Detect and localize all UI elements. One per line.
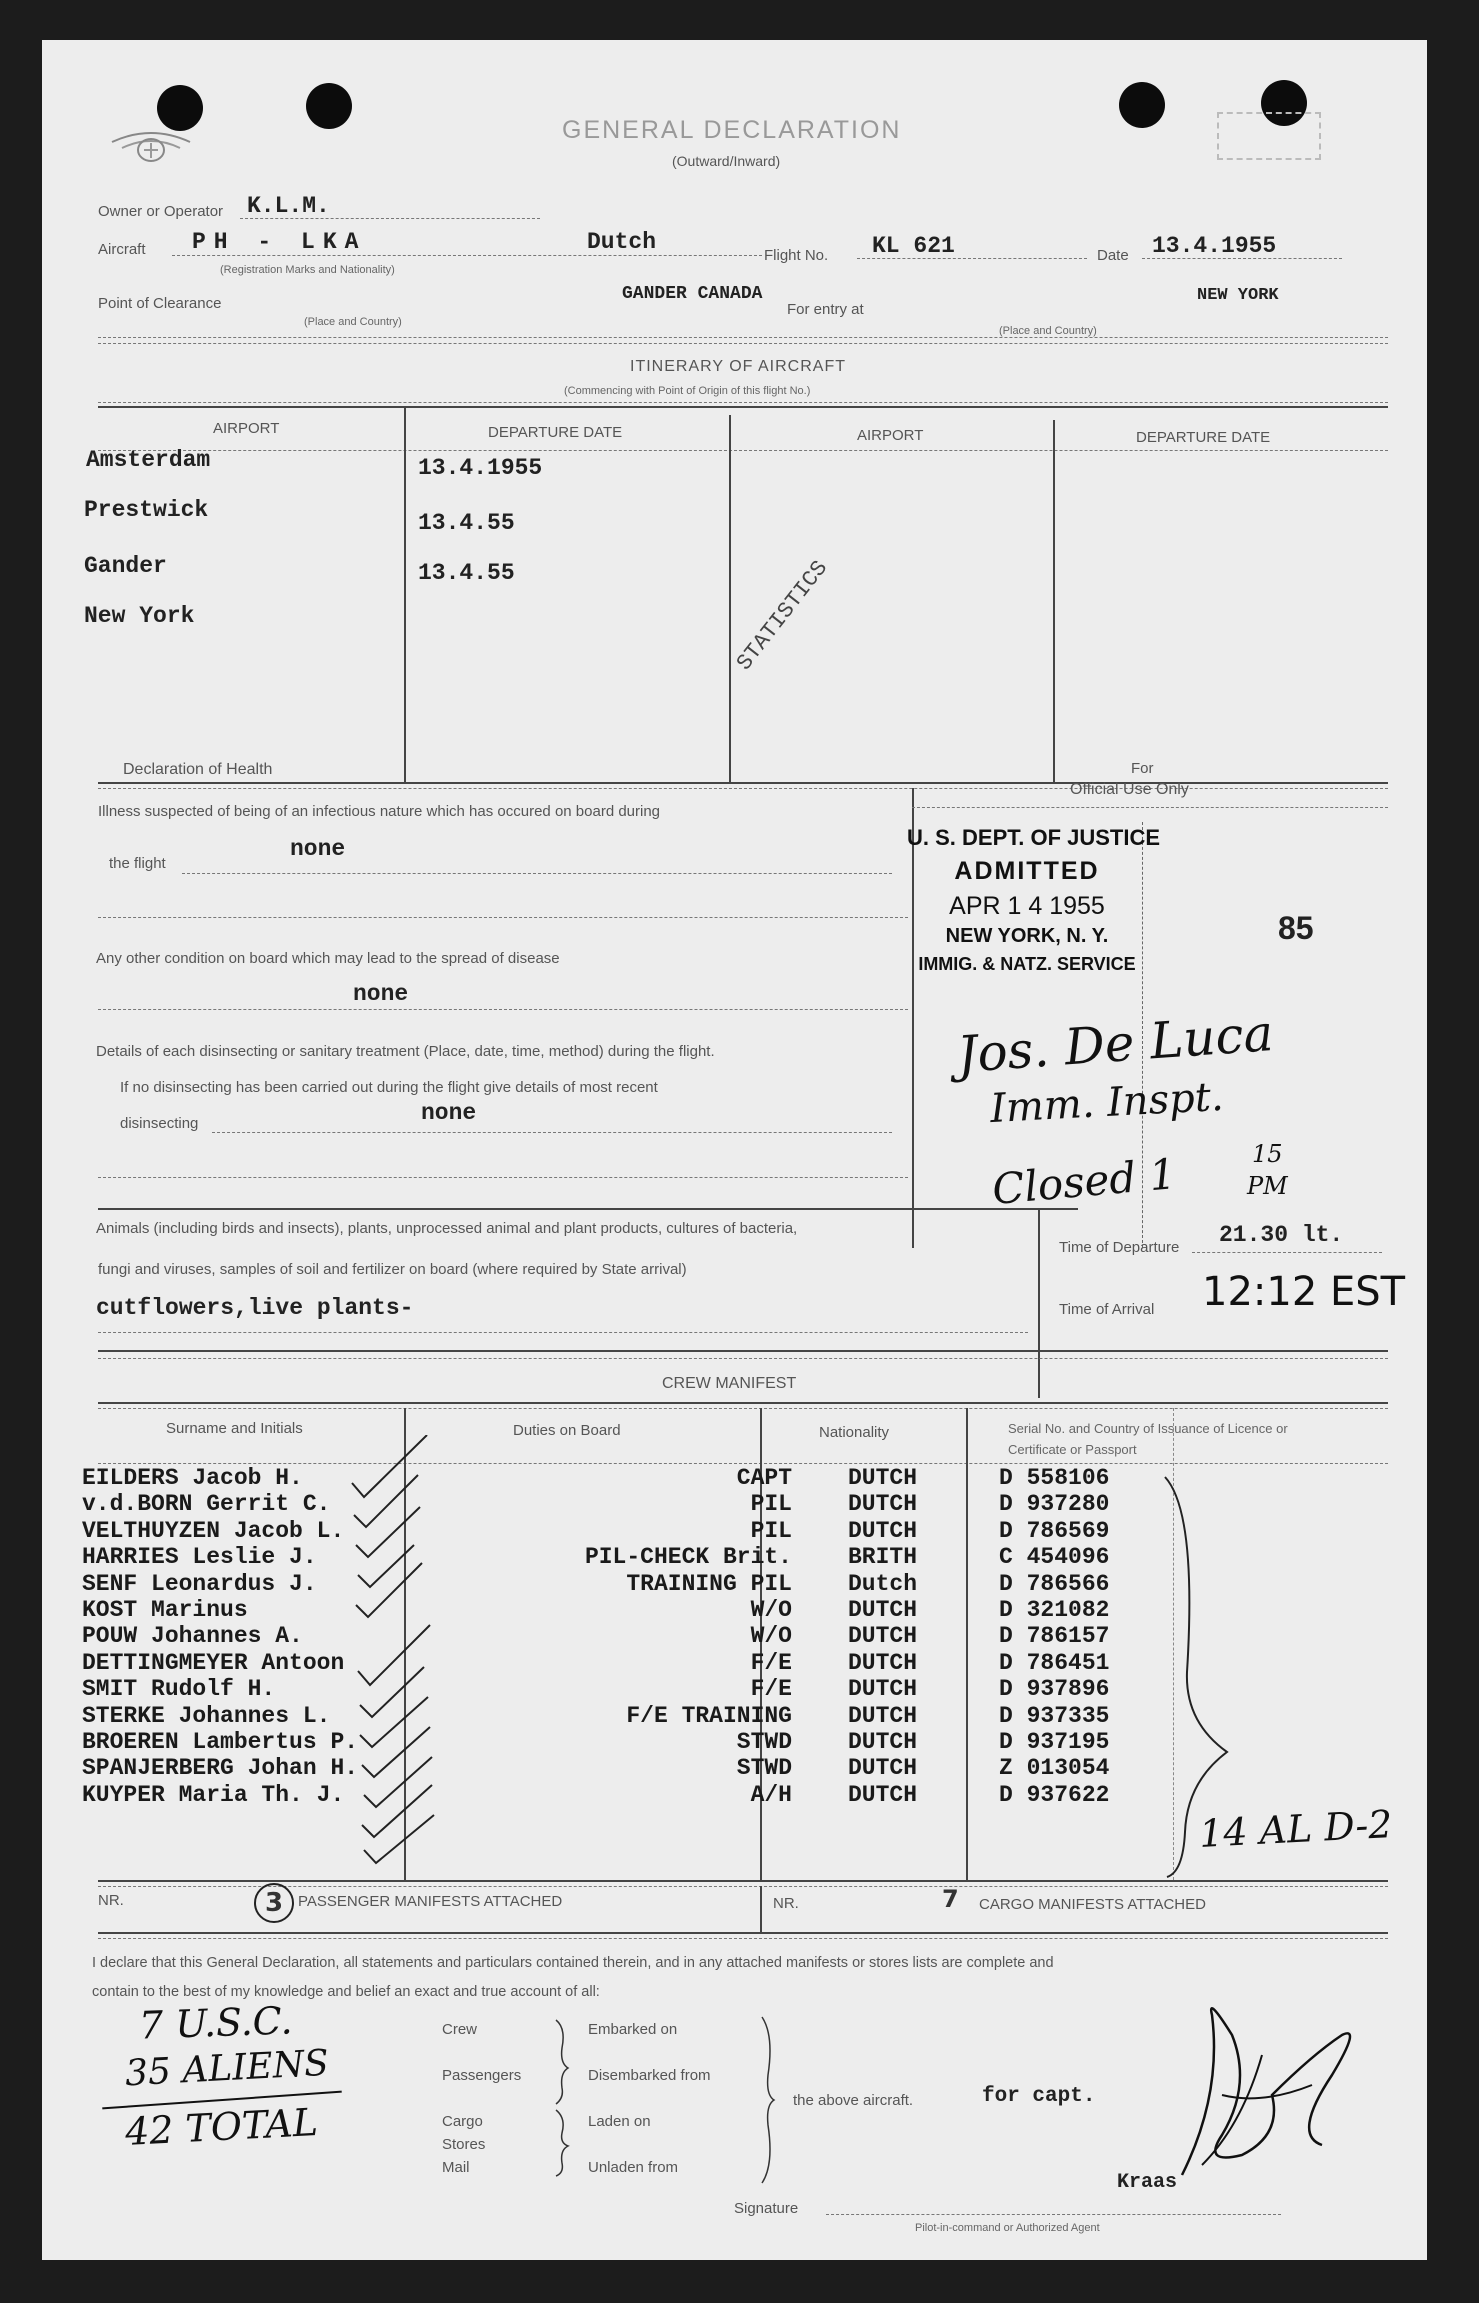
itinerary-airport: New York xyxy=(84,603,195,629)
aircraft-label: Aircraft xyxy=(98,241,146,258)
declaration-laden: Laden on xyxy=(588,2113,651,2130)
crew-name: DETTINGMEYER Antoon xyxy=(82,1649,345,1676)
stamp-line: IMMIG. & NATZ. SERVICE xyxy=(918,954,1136,974)
entry-value: NEW YORK xyxy=(1197,286,1279,305)
itinerary-header: AIRPORT xyxy=(213,420,280,437)
admitted-stamp xyxy=(907,825,1161,975)
owner-value: K.L.M. xyxy=(247,193,330,219)
closed-note: Closed 1 xyxy=(990,1149,1179,1214)
crew-header: Surname and Initials xyxy=(166,1420,303,1437)
animals-text2: fungi and viruses, samples of soil and fertilizer on board (where required by State arrival) xyxy=(98,1261,687,1278)
crew-serial: C 454096 xyxy=(999,1544,1110,1571)
crew-name: BROEREN Lambertus P. xyxy=(82,1729,359,1755)
cargo-nr-label: NR. xyxy=(773,1895,799,1912)
inspector-signature: Jos. De Luca xyxy=(955,1004,1276,1084)
arrival-time-label: Time of Arrival xyxy=(1059,1301,1155,1318)
crew-name: SENF Leonardus J. xyxy=(82,1570,317,1597)
itinerary-date: 13.4.55 xyxy=(418,560,515,586)
for-capt: for capt. xyxy=(982,2085,1096,2108)
itinerary-date: 13.4.1955 xyxy=(418,455,543,481)
crew-header: Serial No. and Country of Issuance of Licence or Certificate or Passport xyxy=(1008,1421,1288,1457)
declaration-brace-right xyxy=(758,2015,778,2185)
crew-nationality: DUTCH xyxy=(848,1517,918,1544)
departure-time-label: Time of Departure xyxy=(1059,1239,1180,1256)
crew-duty: A/H xyxy=(750,1781,792,1808)
health-a1: none xyxy=(290,836,346,862)
crew-serial: D 786566 xyxy=(999,1570,1110,1597)
crew-nationality: DUTCH xyxy=(848,1597,918,1623)
crew-duty: F/E xyxy=(750,1676,792,1703)
crew-nationality: DUTCH xyxy=(848,1781,918,1808)
arrival-time-value: 12:12 EST xyxy=(1202,1269,1406,1315)
tally-us-citizens: 7 U.S.C. xyxy=(138,1998,294,2048)
inspector-title: Imm. Inspt. xyxy=(988,1073,1225,1133)
crew-duty: F/E TRAINING xyxy=(626,1702,792,1729)
date-label: Date xyxy=(1097,247,1129,264)
crew-name: v.d.BORN Gerrit C. xyxy=(82,1491,331,1518)
health-a2: none xyxy=(353,981,409,1007)
declaration-passengers: Passengers xyxy=(442,2067,522,2084)
animals-value: cutflowers,live plants- xyxy=(96,1295,414,1321)
crew-serial: D 321082 xyxy=(999,1597,1110,1623)
crew-name: KUYPER Maria Th. J. xyxy=(82,1781,345,1808)
cargo-count: 7 xyxy=(942,1885,959,1913)
form-title: GENERAL DECLARATION xyxy=(562,116,902,144)
crew-serial: D 786157 xyxy=(999,1623,1110,1650)
crew-duty: CAPT xyxy=(736,1465,792,1491)
crew-name: SPANJERBERG Johan H. xyxy=(82,1755,359,1782)
crew-serial: D 937335 xyxy=(999,1702,1110,1729)
passenger-manifests-text: PASSENGER MANIFESTS ATTACHED xyxy=(298,1893,563,1910)
crew-nationality: BRITH xyxy=(848,1544,918,1571)
cargo-manifests-text: CARGO MANIFESTS ATTACHED xyxy=(979,1896,1206,1913)
crew-serial: Z 013054 xyxy=(999,1755,1110,1782)
crew-duty: PIL xyxy=(750,1491,792,1518)
crew-duty: STWD xyxy=(736,1755,792,1782)
crew-nationality: DUTCH xyxy=(848,1491,918,1518)
aircraft-nationality: Dutch xyxy=(587,229,657,255)
form-subtitle: (Outward/Inward) xyxy=(672,153,781,169)
itinerary-date: 13.4.55 xyxy=(418,510,515,536)
crew-nationality: DUTCH xyxy=(848,1465,918,1491)
departure-time-value: 21.30 lt. xyxy=(1219,1222,1344,1248)
crew-name: EILDERS Jacob H. xyxy=(82,1465,303,1491)
flight-number: KL 621 xyxy=(872,233,955,259)
crew-name: HARRIES Leslie J. xyxy=(82,1544,317,1571)
itinerary-airport: Amsterdam xyxy=(86,447,211,473)
declaration-unladen: Unladen from xyxy=(588,2159,679,2176)
declaration-cargo: Cargo xyxy=(442,2113,483,2130)
declaration-mail: Mail xyxy=(442,2159,470,2176)
itinerary-header: AIRPORT xyxy=(857,427,924,444)
stamp-line: NEW YORK, N. Y. xyxy=(945,925,1109,947)
crew-duty: PIL-CHECK Brit. xyxy=(584,1544,792,1571)
health-title: Declaration of Health xyxy=(123,761,273,778)
flight-label: Flight No. xyxy=(764,247,829,264)
declaration-stores: Stores xyxy=(442,2136,486,2153)
declaration-crew: Crew xyxy=(442,2021,478,2038)
entry-caption: (Place and Country) xyxy=(999,325,1097,337)
crew-nationality: DUTCH xyxy=(848,1649,918,1676)
declaration-embarked: Embarked on xyxy=(588,2021,678,2038)
itinerary-title: ITINERARY OF AIRCRAFT xyxy=(630,358,846,375)
crew-duty: W/O xyxy=(750,1623,792,1650)
crew-serial: D 786569 xyxy=(999,1517,1110,1544)
crew-header: Nationality xyxy=(819,1424,890,1441)
crew-nationality: DUTCH xyxy=(848,1676,918,1703)
crew-name: SMIT Rudolf H. xyxy=(82,1676,276,1703)
crew-duty: W/O xyxy=(750,1597,792,1623)
crew-duty: TRAINING PIL xyxy=(626,1570,792,1597)
crew-duty: PIL xyxy=(750,1517,792,1544)
itinerary-caption: (Commencing with Point of Origin of this flight No.) xyxy=(564,385,811,397)
health-q3c: disinsecting xyxy=(120,1115,199,1132)
crew-title: CREW MANIFEST xyxy=(662,1375,797,1392)
closed-time: 15 xyxy=(1252,1140,1283,1168)
crew-duty: F/E xyxy=(750,1649,792,1676)
margin-note: 14 AL D-2 xyxy=(1197,1801,1394,1857)
tally-total: 42 TOTAL xyxy=(123,2099,319,2155)
health-q1: Illness suspected of being of an infectious nature which has occured on board during xyxy=(98,803,661,820)
above-aircraft: the above aircraft. xyxy=(793,2092,914,2109)
stamp-line: ADMITTED xyxy=(954,857,1100,885)
crew-nationality: Dutch xyxy=(848,1570,918,1597)
signature-label: Signature xyxy=(734,2200,799,2217)
tally-aliens: 35 ALIENS xyxy=(124,2042,330,2095)
crew-serial: D 937195 xyxy=(999,1729,1110,1755)
health-a3: none xyxy=(421,1100,477,1126)
declaration-text2: contain to the best of my knowledge and belief an exact and true account of all: xyxy=(92,1984,600,2000)
crew-serial: D 937280 xyxy=(999,1491,1110,1518)
itinerary-airport: Gander xyxy=(84,553,167,579)
stamp-line: U. S. DEPT. OF JUSTICE xyxy=(907,825,1161,850)
crew-nationality: DUTCH xyxy=(848,1755,918,1782)
aircraft-caption: (Registration Marks and Nationality) xyxy=(220,264,395,276)
clearance-caption: (Place and Country) xyxy=(304,316,402,328)
crew-name: POUW Johannes A. xyxy=(82,1623,303,1650)
official-title: Official Use Only xyxy=(1070,781,1189,798)
punch-hole xyxy=(1119,82,1165,128)
passenger-nr-label: NR. xyxy=(98,1892,124,1909)
statistics-stamp: STATISTICS xyxy=(732,555,833,676)
health-q2: Any other condition on board which may lead to the spread of disease xyxy=(96,950,560,967)
crew-serial: D 558106 xyxy=(999,1465,1110,1491)
crew-serial: D 937896 xyxy=(999,1676,1110,1703)
signer-name: Kraas xyxy=(1117,2171,1178,2194)
itinerary-header: DEPARTURE DATE xyxy=(488,424,623,441)
closed-pm: PM xyxy=(1247,1172,1288,1200)
declaration-brace xyxy=(552,2018,572,2178)
declaration-text1: I declare that this General Declaration, all statements and particulars contained therein, and in any attached manifests or stores lists are complete and xyxy=(92,1955,1054,1971)
official-title: For xyxy=(1131,760,1154,777)
document-page xyxy=(42,40,1427,2260)
owner-label: Owner or Operator xyxy=(98,203,224,220)
crew-name: KOST Marinus xyxy=(82,1597,248,1623)
crew-nationality: DUTCH xyxy=(848,1729,918,1755)
flight-date: 13.4.1955 xyxy=(1152,233,1277,259)
clearance-value: GANDER CANADA xyxy=(622,284,763,304)
check-marks xyxy=(342,1435,502,1895)
declaration-disembarked: Disembarked from xyxy=(588,2067,711,2084)
official-number: 85 xyxy=(1278,910,1314,946)
crew-name: VELTHUYZEN Jacob L. xyxy=(82,1517,345,1544)
crew-serial: D 786451 xyxy=(999,1649,1110,1676)
airline-logo-icon xyxy=(108,118,194,168)
captain-signature xyxy=(1122,1975,1372,2195)
crew-nationality: DUTCH xyxy=(848,1702,918,1729)
health-q3: Details of each disinsecting or sanitary treatment (Place, date, time, method) during the flight. xyxy=(96,1043,715,1060)
crew-serial: D 937622 xyxy=(999,1781,1110,1808)
passenger-count: 3 xyxy=(254,1883,294,1923)
aircraft-registration: PH - LKA xyxy=(192,229,367,255)
crew-duty: STWD xyxy=(736,1729,792,1755)
signature-caption: Pilot-in-command or Authorized Agent xyxy=(915,2222,1100,2234)
crew-header: Duties on Board xyxy=(513,1422,621,1439)
corner-box xyxy=(1217,112,1321,160)
health-q3b: If no disinsecting has been carried out during the flight give details of most recent xyxy=(120,1079,658,1096)
itinerary-airport: Prestwick xyxy=(84,497,209,523)
itinerary-header: DEPARTURE DATE xyxy=(1136,429,1271,446)
crew-nationality: DUTCH xyxy=(848,1623,918,1650)
entry-label: For entry at xyxy=(787,301,864,318)
punch-hole xyxy=(306,83,352,129)
animals-text1: Animals (including birds and insects), plants, unprocessed animal and plant products, cultures of bacteria, xyxy=(96,1220,798,1237)
stamp-line: APR 1 4 1955 xyxy=(949,892,1105,920)
health-q1b: the flight xyxy=(109,855,166,872)
clearance-label: Point of Clearance xyxy=(98,295,222,312)
crew-name: STERKE Johannes L. xyxy=(82,1702,331,1729)
